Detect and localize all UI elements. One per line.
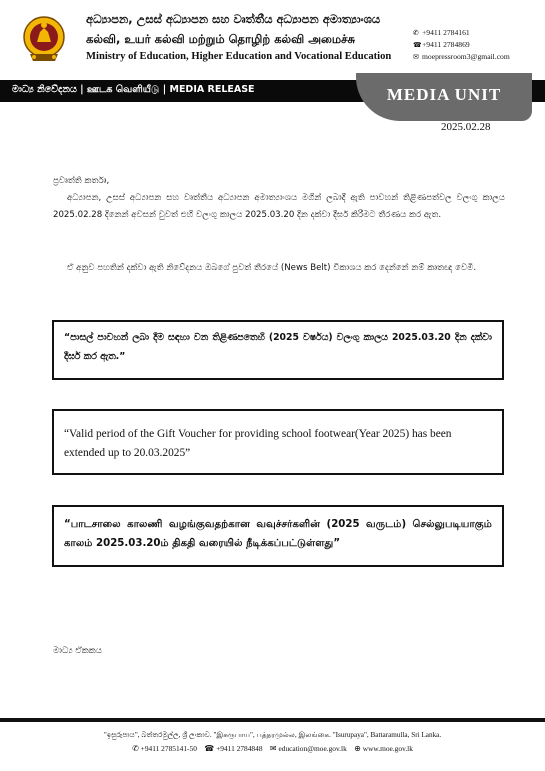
media-release-label: මාධ්‍ය නිවේදනය | ஊடக வெளியீடு | MEDIA RELEASE (12, 84, 255, 95)
paragraph-2: ඒ අනුව පහතින් දක්වා ඇති නිවේදනය ඔබගේ පුවත් තීරයේ (News Belt) විකාශය කර දෙන්නේ නම් කෘතඥ වෙමි. (67, 263, 477, 273)
phone-icon: ✆ (132, 744, 139, 753)
email-icon: ✉ (269, 744, 277, 753)
footer-contacts (0, 744, 545, 753)
release-date: 2025.02.28 (441, 121, 491, 133)
footer-divider (0, 718, 545, 722)
notice-box-sinhala: “පාසල් පාවහන් ලබා දීම සඳහා වන තිළිණපතෙහි (2025 වර්ෂය) වලංගු කාලය 2025.03.20 දින දක්වා දීර්ඝ කර ඇත.” (52, 320, 504, 380)
footer-address: "ඉසුරුපාය", බත්තරමුල්ල, ශ්‍රී ලංකාව. "இசுருபாய", பத்தரமுல்ல, இலங்கை. "Isurupaya", Battaramulla, Sri Lanka. (103, 731, 442, 739)
footer-fax: +9411 2784848 (216, 744, 263, 753)
paragraph-1: අධ්‍යාපන, උසස් අධ්‍යාපන සහ වෘත්තීය අධ්‍යාපන අමාත්‍යාංශය මගින් ලබාදී ඇති පාවහන් තිළිණපත්වල වලංගු කාලය 2025.02.28 දිනෙන් අවසන් වුවත් එහි වලංගු කාලය 2025.03.20 දින දක්වා දීර්ඝ කිරීමට තීරණය කර ඇත. (53, 193, 505, 220)
signature: මාධ්‍ය ඒකකය (53, 646, 102, 656)
fax-icon: ☎ (413, 41, 422, 49)
notice-box-tamil: “பாடசாலை காலணி வழங்குவதற்கான வவுச்சர்களின் (2025 வருடம்) செல்லுபடியாகும் காலம் 2025.03.20ம் திகதி வரையில் நீடிக்கப்பட்டுள்ளது” (52, 505, 504, 567)
phone-icon: ✆ (413, 29, 419, 37)
globe-icon: ⊕ (354, 744, 361, 753)
ministry-name-sinhala: අධ්‍යාපන, උසස් අධ්‍යාපන සහ වෘත්තීය අධ්‍යාපන අමාත්‍යාංශය (86, 12, 381, 26)
email-icon: ✉ (413, 53, 419, 61)
national-emblem-icon (22, 14, 66, 64)
footer-email[interactable]: education@moe.gov.lk (278, 744, 347, 753)
notice-box-english: “Valid period of the Gift Voucher for providing school footwear(Year 2025) has been extended up to 20.03.2025” (52, 409, 504, 475)
media-unit-label: MEDIA UNIT (386, 85, 502, 104)
footer-phone: +9411 2785141-50 (140, 744, 197, 753)
contact-phone-1 (413, 28, 470, 37)
footer-web[interactable]: www.moe.gov.lk (362, 744, 413, 753)
salutation: ප්‍රවෘත්ති කර්තෘ, (53, 176, 110, 186)
contact-phone-1-text: +9411 2784161 (422, 28, 470, 37)
contact-email-text: moepressroom3@gmail.com (422, 52, 510, 61)
contact-email (413, 52, 510, 61)
fax-icon: ☎ (204, 744, 215, 753)
contact-phone-2-text: +9411 2784869 (422, 40, 470, 49)
contact-phone-2 (413, 40, 470, 49)
ministry-name-english: Ministry of Education, Higher Education and Vocational Education (86, 51, 392, 62)
ministry-name-tamil: கல்வி, உயர் கல்வி மற்றும் தொழிற் கல்வி அமைச்சு (86, 32, 355, 46)
